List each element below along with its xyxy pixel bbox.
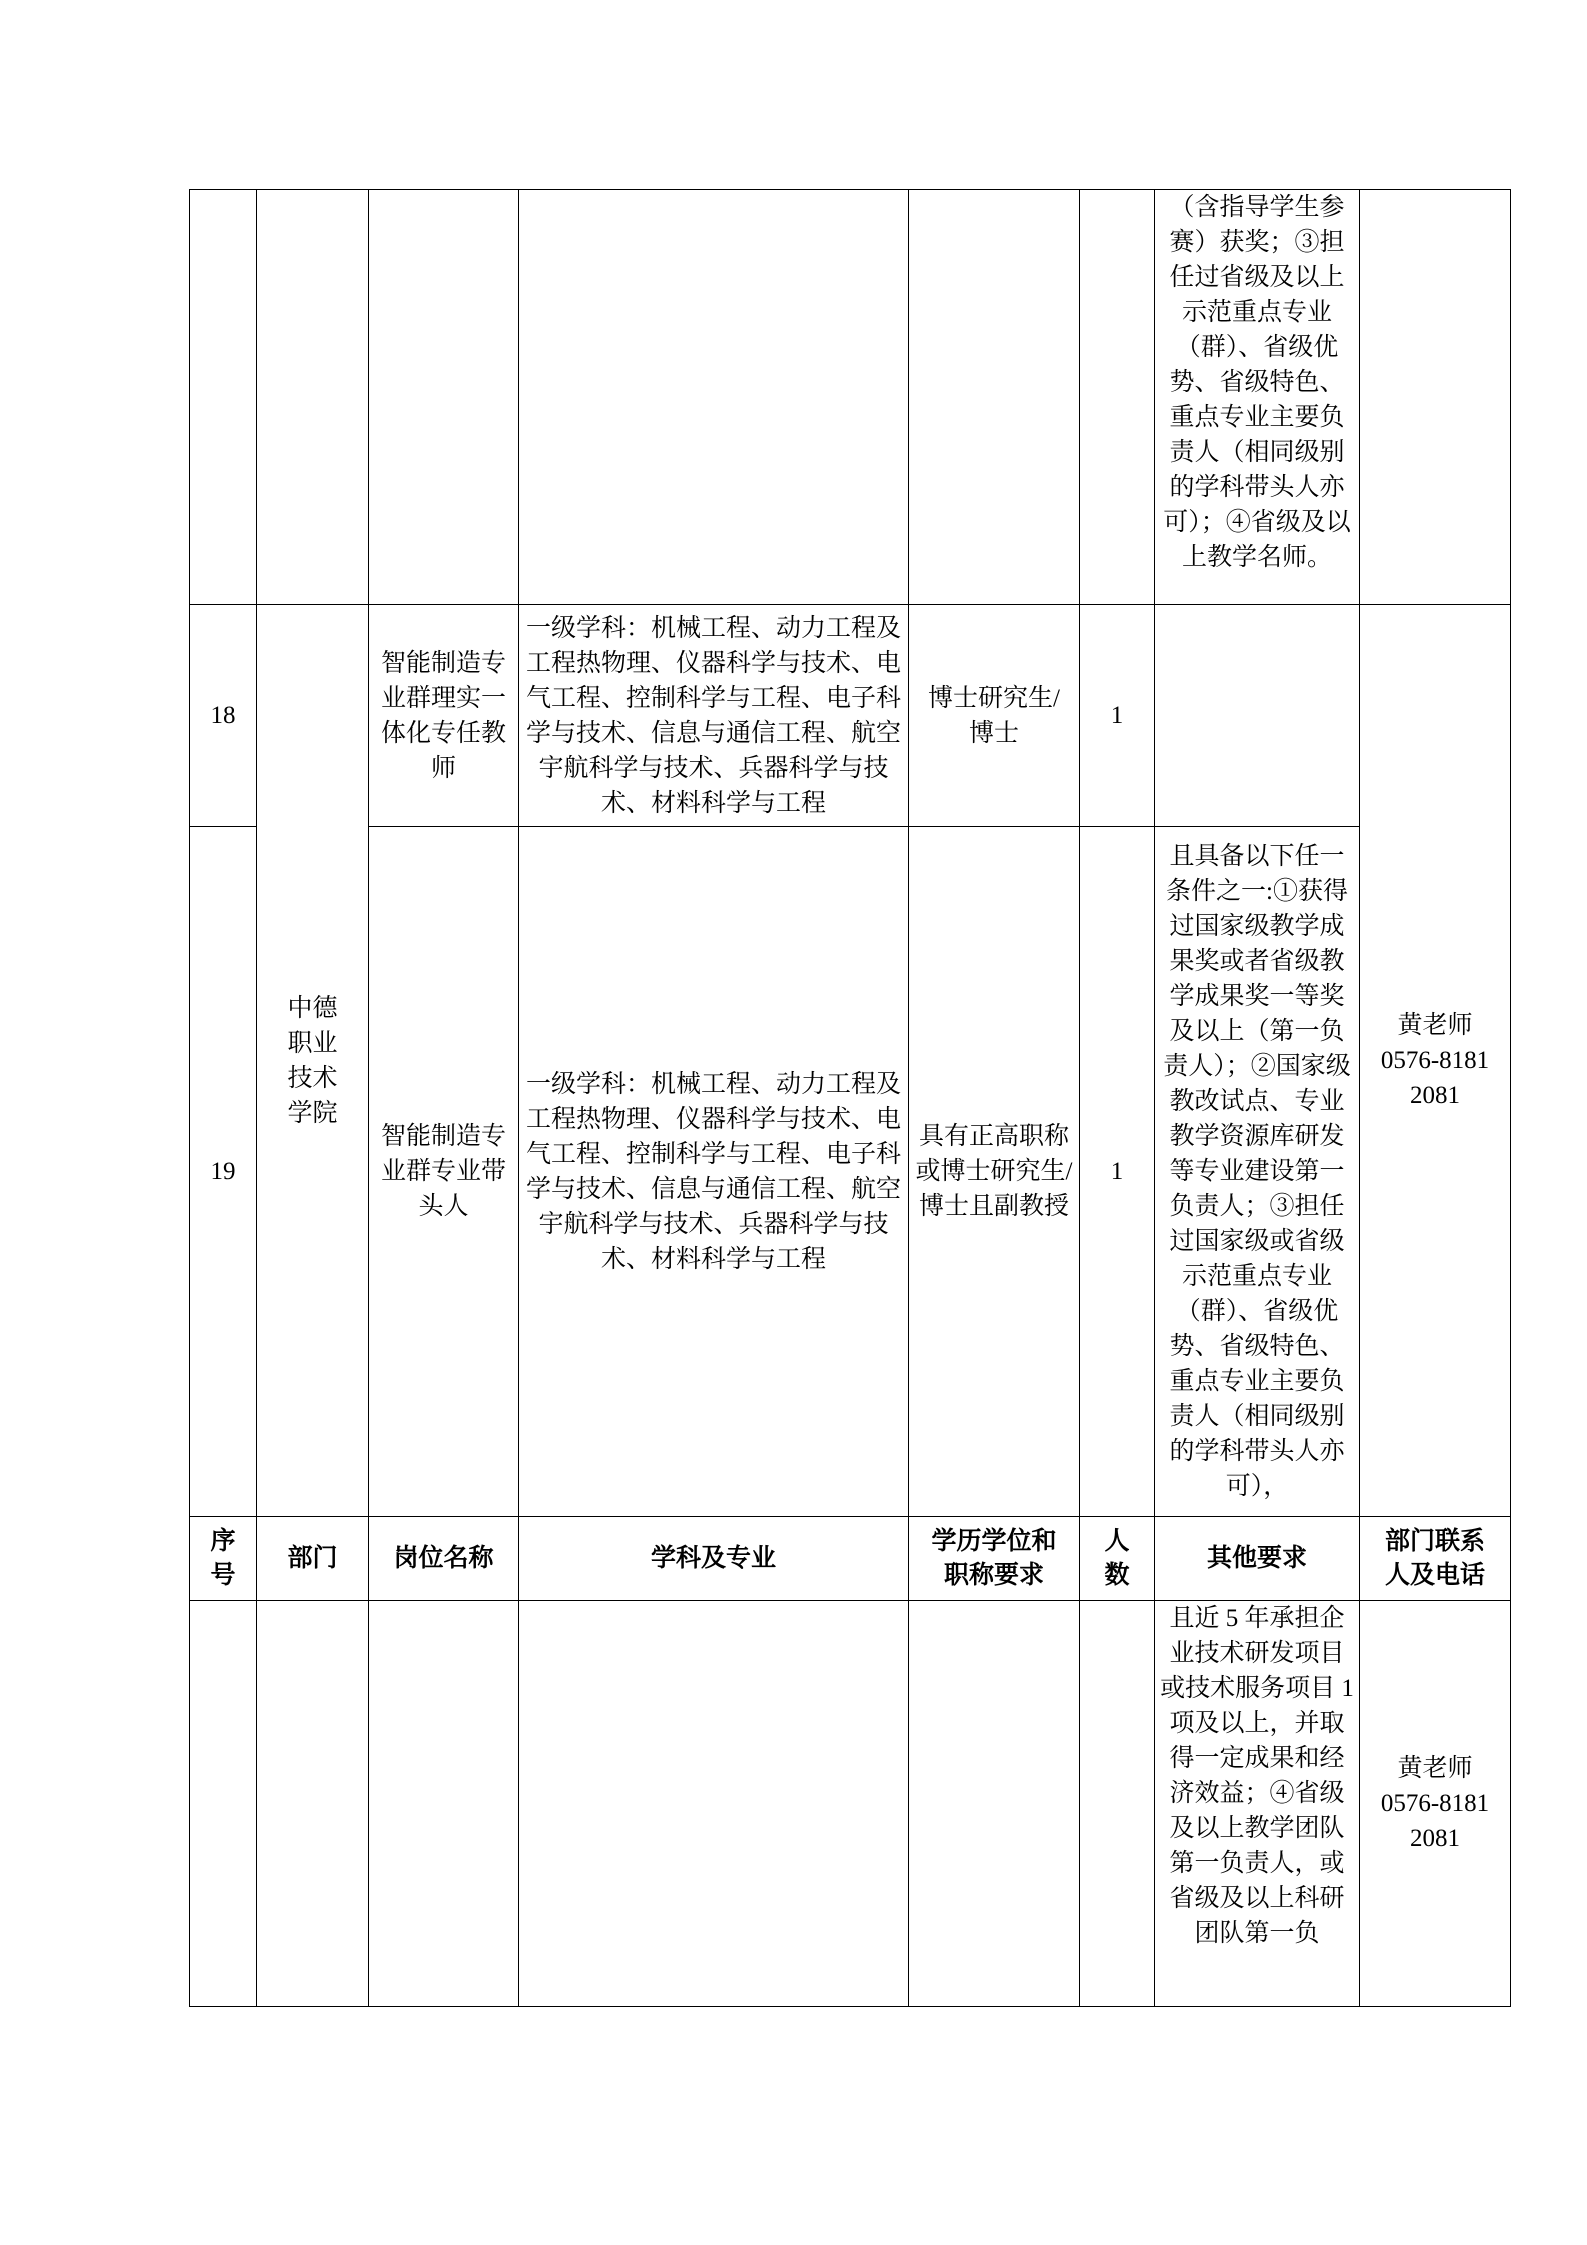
degree-cell: 具有正高职称或博士研究生/博士且副教授 <box>909 827 1080 1517</box>
table-row <box>190 827 1511 1517</box>
other-requirements-cell <box>1155 605 1360 827</box>
other-requirements-cell: 且近 5 年承担企业技术研发项目或技术服务项目 1 项及以上，并取得一定成果和经济效益；④省级及以上教学团队第一负责人，或省级及以上科研团队第一负 <box>1155 1601 1360 2007</box>
count-cell-empty <box>1080 190 1155 605</box>
degree-cell: 博士研究生/ 博士 <box>909 605 1080 827</box>
degree-cell-empty <box>909 1601 1080 2007</box>
seq-cell: 19 <box>190 827 257 1517</box>
position-cell: 智能制造专业群专业带头人 <box>369 827 519 1517</box>
header-contact: 部门联系 人及电话 <box>1360 1517 1511 1601</box>
header-dept: 部门 <box>257 1517 369 1601</box>
contact-cell: 黄老师 0576-8181 2081 <box>1360 1601 1511 2007</box>
header-position: 岗位名称 <box>369 1517 519 1601</box>
contact-cell: 黄老师 0576-8181 2081 <box>1360 605 1511 1517</box>
degree-cell-empty <box>909 190 1080 605</box>
count-cell-empty <box>1080 1601 1155 2007</box>
seq-cell-empty <box>190 190 257 605</box>
discipline-cell: 一级学科：机械工程、动力工程及工程热物理、仪器科学与技术、电气工程、控制科学与工程、电子科学与技术、信息与通信工程、航空宇航科学与技术、兵器科学与技术、材料科学与工程 <box>519 827 909 1517</box>
other-requirements-cell: 且具备以下任一条件之一:①获得过国家级教学成果奖或者省级教学成果奖一等奖及以上（第一负责人）；②国家级教改试点、专业教学资源库研发等专业建设第一负责人；③担任过国家级或省级示范重点专业（群）、省级优势、省级特色、重点专业主要负责人（相同级别的学科带头人亦可）， <box>1155 827 1360 1517</box>
header-degree: 学历学位和 职称要求 <box>909 1517 1080 1601</box>
position-cell: 智能制造专业群理实一体化专任教师 <box>369 605 519 827</box>
table-header-row <box>190 1517 1511 1601</box>
position-cell-empty <box>369 1601 519 2007</box>
dept-cell-empty <box>257 1601 369 2007</box>
dept-cell-empty <box>257 190 369 605</box>
seq-cell: 18 <box>190 605 257 827</box>
header-count: 人 数 <box>1080 1517 1155 1601</box>
table-row-continuation-top <box>190 190 1511 605</box>
header-other: 其他要求 <box>1155 1517 1360 1601</box>
seq-cell-empty <box>190 1601 257 2007</box>
contact-cell-empty <box>1360 190 1511 605</box>
recruitment-table <box>189 189 1511 2007</box>
count-cell: 1 <box>1080 605 1155 827</box>
discipline-cell-empty <box>519 1601 909 2007</box>
department-cell: 中德 职业 技术 学院 <box>257 605 369 1517</box>
header-discipline: 学科及专业 <box>519 1517 909 1601</box>
position-cell-empty <box>369 190 519 605</box>
header-seq: 序 号 <box>190 1517 257 1601</box>
other-requirements-cell: （含指导学生参赛）获奖；③担任过省级及以上示范重点专业（群）、省级优势、省级特色、重点专业主要负责人（相同级别的学科带头人亦可）；④省级及以上教学名师。 <box>1155 190 1360 605</box>
table-row-continuation-bottom <box>190 1601 1511 2007</box>
discipline-cell: 一级学科：机械工程、动力工程及工程热物理、仪器科学与技术、电气工程、控制科学与工程、电子科学与技术、信息与通信工程、航空宇航科学与技术、兵器科学与技术、材料科学与工程 <box>519 605 909 827</box>
discipline-cell-empty <box>519 190 909 605</box>
table-row <box>190 605 1511 827</box>
count-cell: 1 <box>1080 827 1155 1517</box>
